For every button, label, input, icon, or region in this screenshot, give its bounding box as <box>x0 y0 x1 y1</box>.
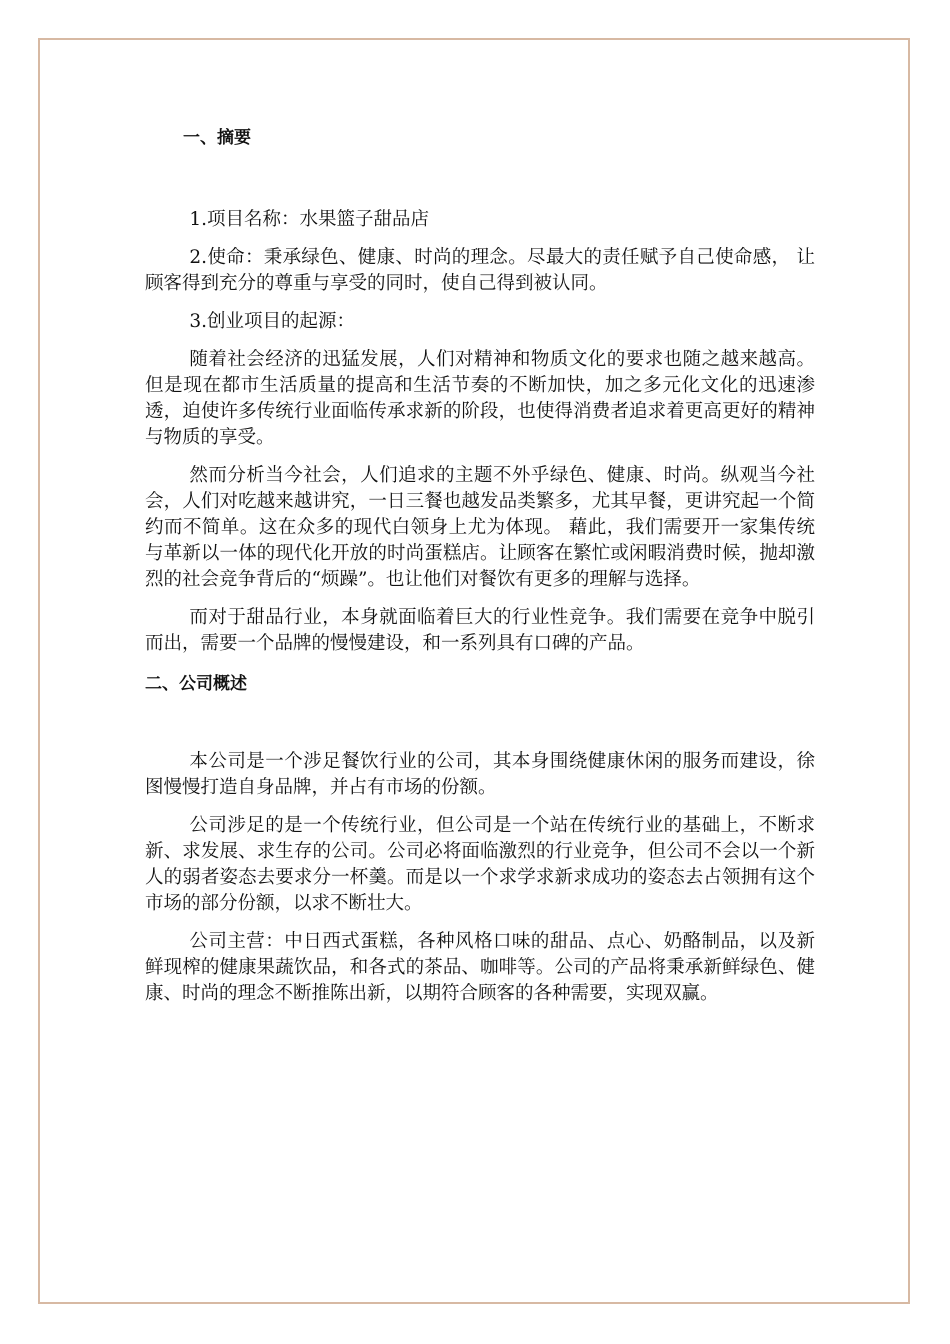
paragraph-origin-title: 3.创业项目的起源： <box>189 311 356 332</box>
section-heading-summary: 一、摘要 <box>183 128 251 148</box>
paragraph-origin-competition: 而对于甜品行业，本身就面临着巨大的行业性竞争。我们需要在竞争中脱引而出，需要一个品牌的慢慢建设，和一系列具有口碑的产品。 <box>145 607 815 654</box>
paragraph-company-products: 公司主营：中日西式蛋糕，各种风格口味的甜品、点心、奶酪制品，以及新鲜现榨的健康果蔬饮品，和各式的茶品、咖啡等。公司的产品将秉承新鲜绿色、健康、时尚的理念不断推陈出新，以期符合顾客的各种需要，实现双赢。 <box>145 931 815 1004</box>
paragraph-origin-analysis: 然而分析当今社会，人们追求的主题不外乎绿色、健康、时尚。纵观当今社会，人们对吃越来越讲究，一日三餐也越发品类繁多，尤其早餐，更讲究起一个简约而不简单。这在众多的现代白领身上尤为体现。 藉此，我们需要开一家集传统与革新以一体的现代化开放的时尚蛋糕店。让顾客在繁忙或闲暇消费时候，抛却激烈的社会竞争背后的“烦躁”。也让他们对餐饮有更多的理解与选择。 <box>145 465 815 590</box>
paragraph-project-name: 1.项目名称：水果篮子甜品店 <box>189 209 430 230</box>
section-heading-company-overview: 二、公司概述 <box>145 674 247 694</box>
paragraph-origin-background: 随着社会经济的迅猛发展，人们对精神和物质文化的要求也随之越来越高。 但是现在都市生活质量的提高和生活节奏的不断加快，加之多元化文化的迅速渗透，迫使许多传统行业面临传承求新的阶段，也使得消费者追求着更高更好的精神与物质的享受。 <box>145 349 815 448</box>
paragraph-company-positioning: 公司涉足的是一个传统行业，但公司是一个站在传统行业的基础上，不断求新、求发展、求生存的公司。公司必将面临激烈的行业竞争，但公司不会以一个新人的弱者姿态去要求分一杯羹。而是以一个求学求新求成功的姿态去占领拥有这个市场的部分份额，以求不断壮大。 <box>145 815 815 914</box>
paragraph-company-intro: 本公司是一个涉足餐饮行业的公司，其本身围绕健康休闲的服务而建设，徐图慢慢打造自身品牌，并占有市场的份额。 <box>145 751 815 798</box>
document-body <box>145 125 815 1019</box>
paragraph-mission: 2.使命：秉承绿色、健康、时尚的理念。尽最大的责任赋予自己使命感， 让顾客得到充分的尊重与享受的同时，使自己得到被认同。 <box>145 247 815 294</box>
